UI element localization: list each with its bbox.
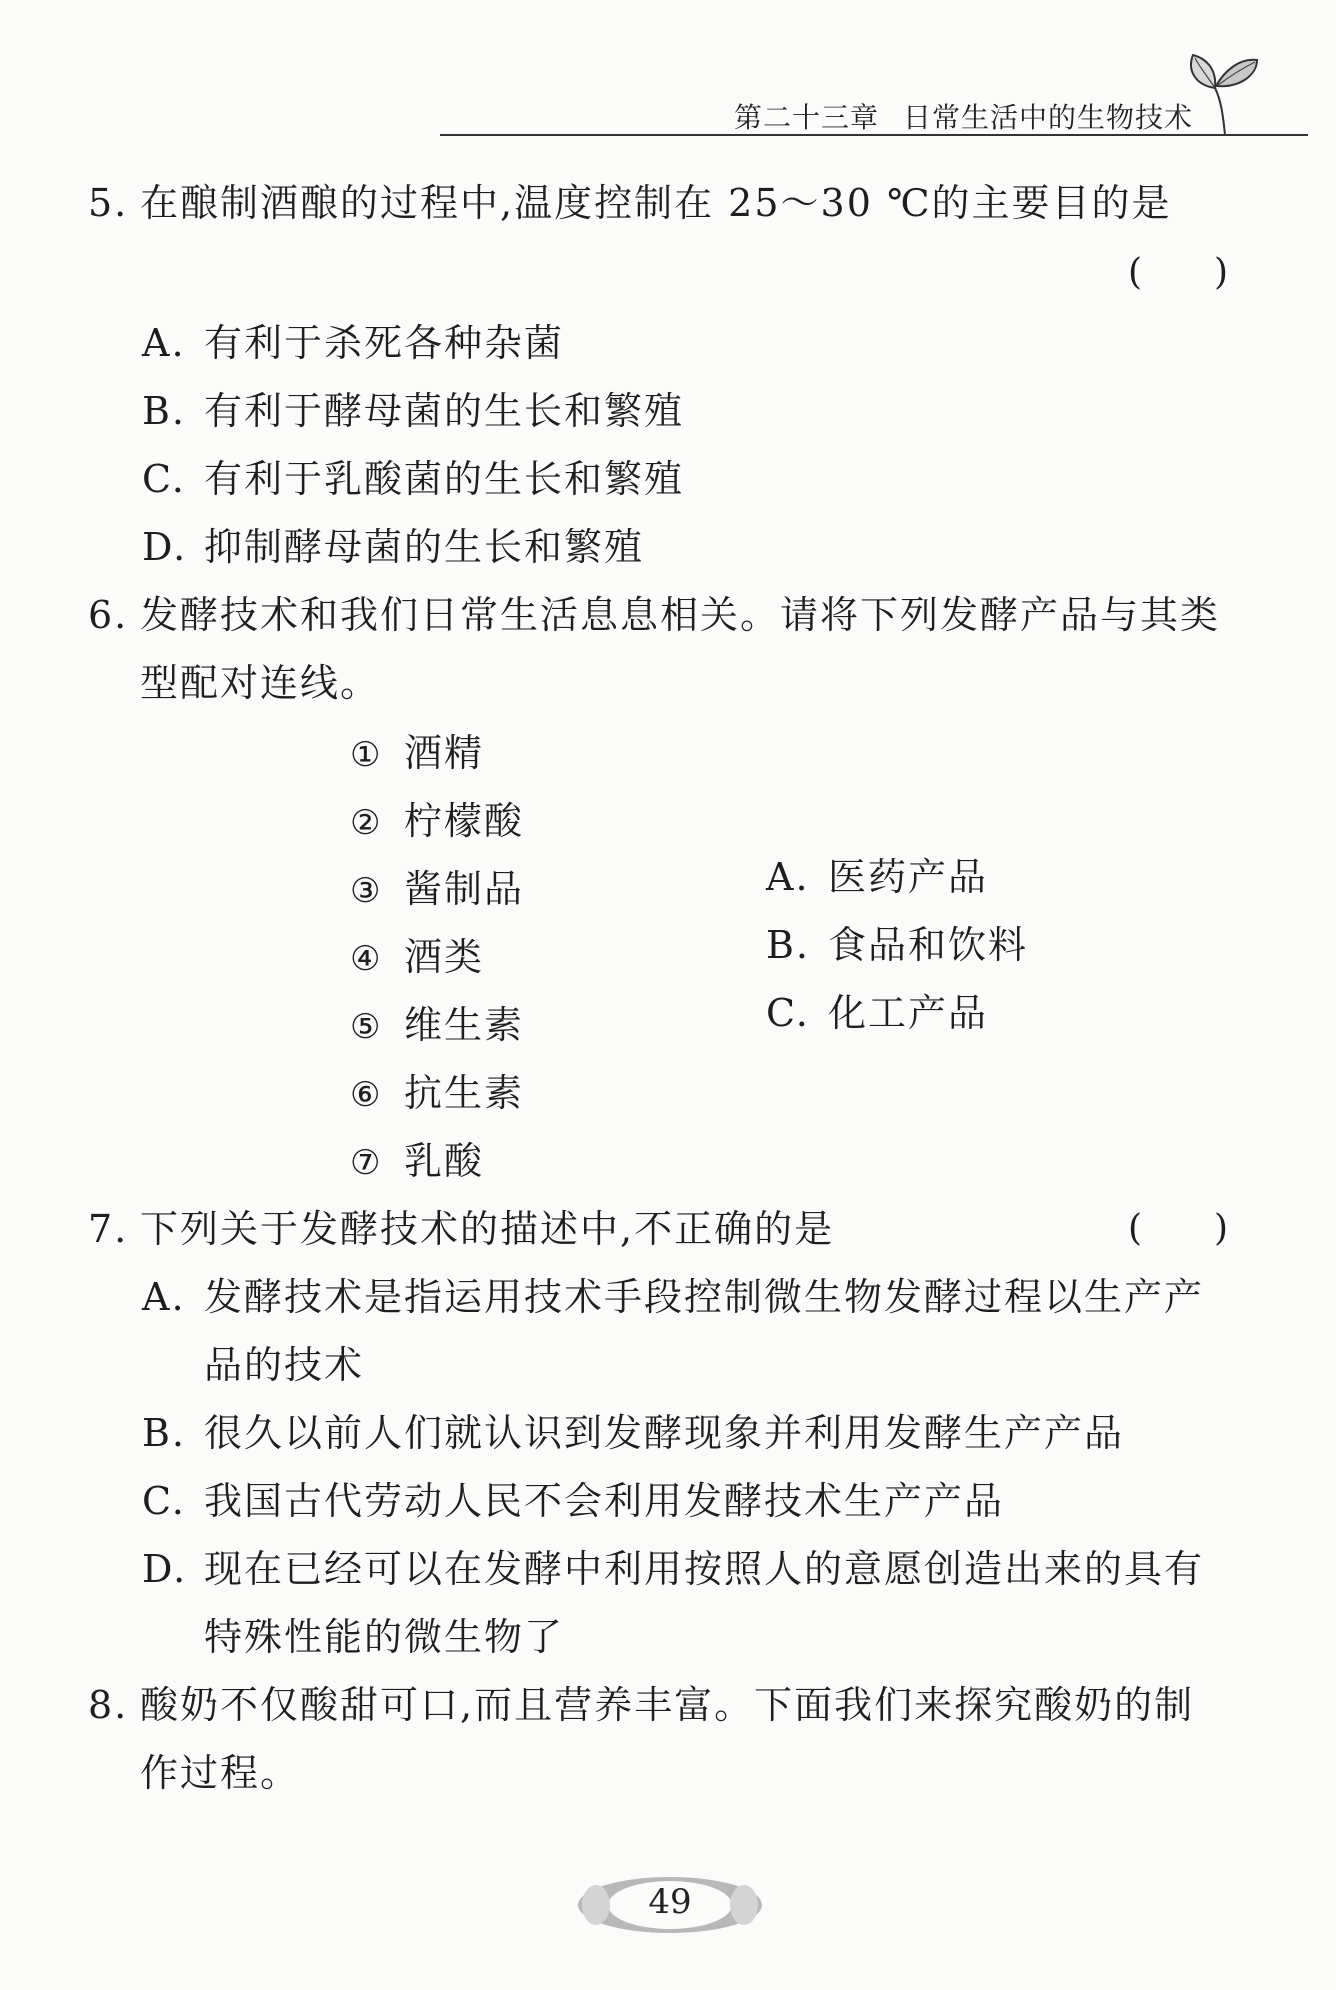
leaf-decoration-icon [1185, 40, 1265, 140]
q6-type-c: C. 化工产品 [766, 991, 989, 1035]
q5-stem-text: 在酿制酒酿的过程中,温度控制在 25～30 ℃的主要目的是 [140, 181, 1172, 225]
q6-type-b: B. 食品和饮料 [766, 923, 1029, 967]
chapter-title: 日常生活中的生物技术 [902, 101, 1193, 134]
q6-product-7: ⑦ 乳酸 [350, 1139, 485, 1183]
q7-number: 7. [88, 1207, 129, 1251]
q8-stem-line1: 8. 酸奶不仅酸甜可口,而且营养丰富。下面我们来探究酸奶的制 [88, 1680, 1194, 1730]
page-number: 49 [648, 1882, 692, 1922]
q7-option-a-line1: A. 发酵技术是指运用技术手段控制微生物发酵过程以生产产 [142, 1275, 1205, 1319]
q7-option-b: B. 很久以前人们就认识到发酵现象并利用发酵生产产品 [142, 1411, 1125, 1455]
q6-type-a: A. 医药产品 [766, 855, 989, 899]
q7-option-d-line1: D. 现在已经可以在发酵中利用按照人的意愿创造出来的具有 [142, 1547, 1205, 1591]
q6-product-6: ⑥ 抗生素 [350, 1071, 525, 1115]
q7-option-a-line2: 品的技术 [204, 1343, 365, 1387]
page-footer [570, 1870, 770, 1940]
q6-stem-line2: 型配对连线。 [140, 661, 381, 705]
page-header [440, 92, 1308, 136]
q5-option-c: C. 有利于乳酸菌的生长和繁殖 [142, 457, 685, 501]
q6-product-3: ③ 酱制品 [350, 867, 525, 911]
q8-stem-line2: 作过程。 [140, 1751, 301, 1795]
q7-stem: 7. 下列关于发酵技术的描述中,不正确的是 [88, 1204, 834, 1254]
q5-option-b: B. 有利于酵母菌的生长和繁殖 [142, 389, 685, 433]
q5-option-a: A. 有利于杀死各种杂菌 [142, 321, 565, 365]
q6-product-5: ⑤ 维生素 [350, 1003, 525, 1047]
q5-stem [88, 178, 1171, 228]
q5-answer-blank: ( ) [1128, 252, 1229, 293]
q5-number: 5. [88, 181, 129, 225]
q6-product-2: ② 柠檬酸 [350, 799, 525, 843]
q6-number: 6. [88, 593, 129, 637]
header-text [734, 96, 1193, 136]
q6-product-4: ④ 酒类 [350, 935, 485, 979]
chapter-number: 第二十三章 [733, 101, 879, 134]
q5-option-d: D. 抑制酵母菌的生长和繁殖 [142, 525, 645, 569]
q6-stem-line1: 6. 发酵技术和我们日常生活息息相关。请将下列发酵产品与其类 [88, 590, 1220, 640]
q7-answer-blank: ( ) [1128, 1208, 1229, 1249]
q7-option-d-line2: 特殊性能的微生物了 [204, 1615, 565, 1659]
q7-option-c: C. 我国古代劳动人民不会利用发酵技术生产产品 [142, 1479, 1005, 1523]
q6-product-1: ① 酒精 [350, 731, 485, 775]
q8-number: 8. [88, 1683, 129, 1727]
